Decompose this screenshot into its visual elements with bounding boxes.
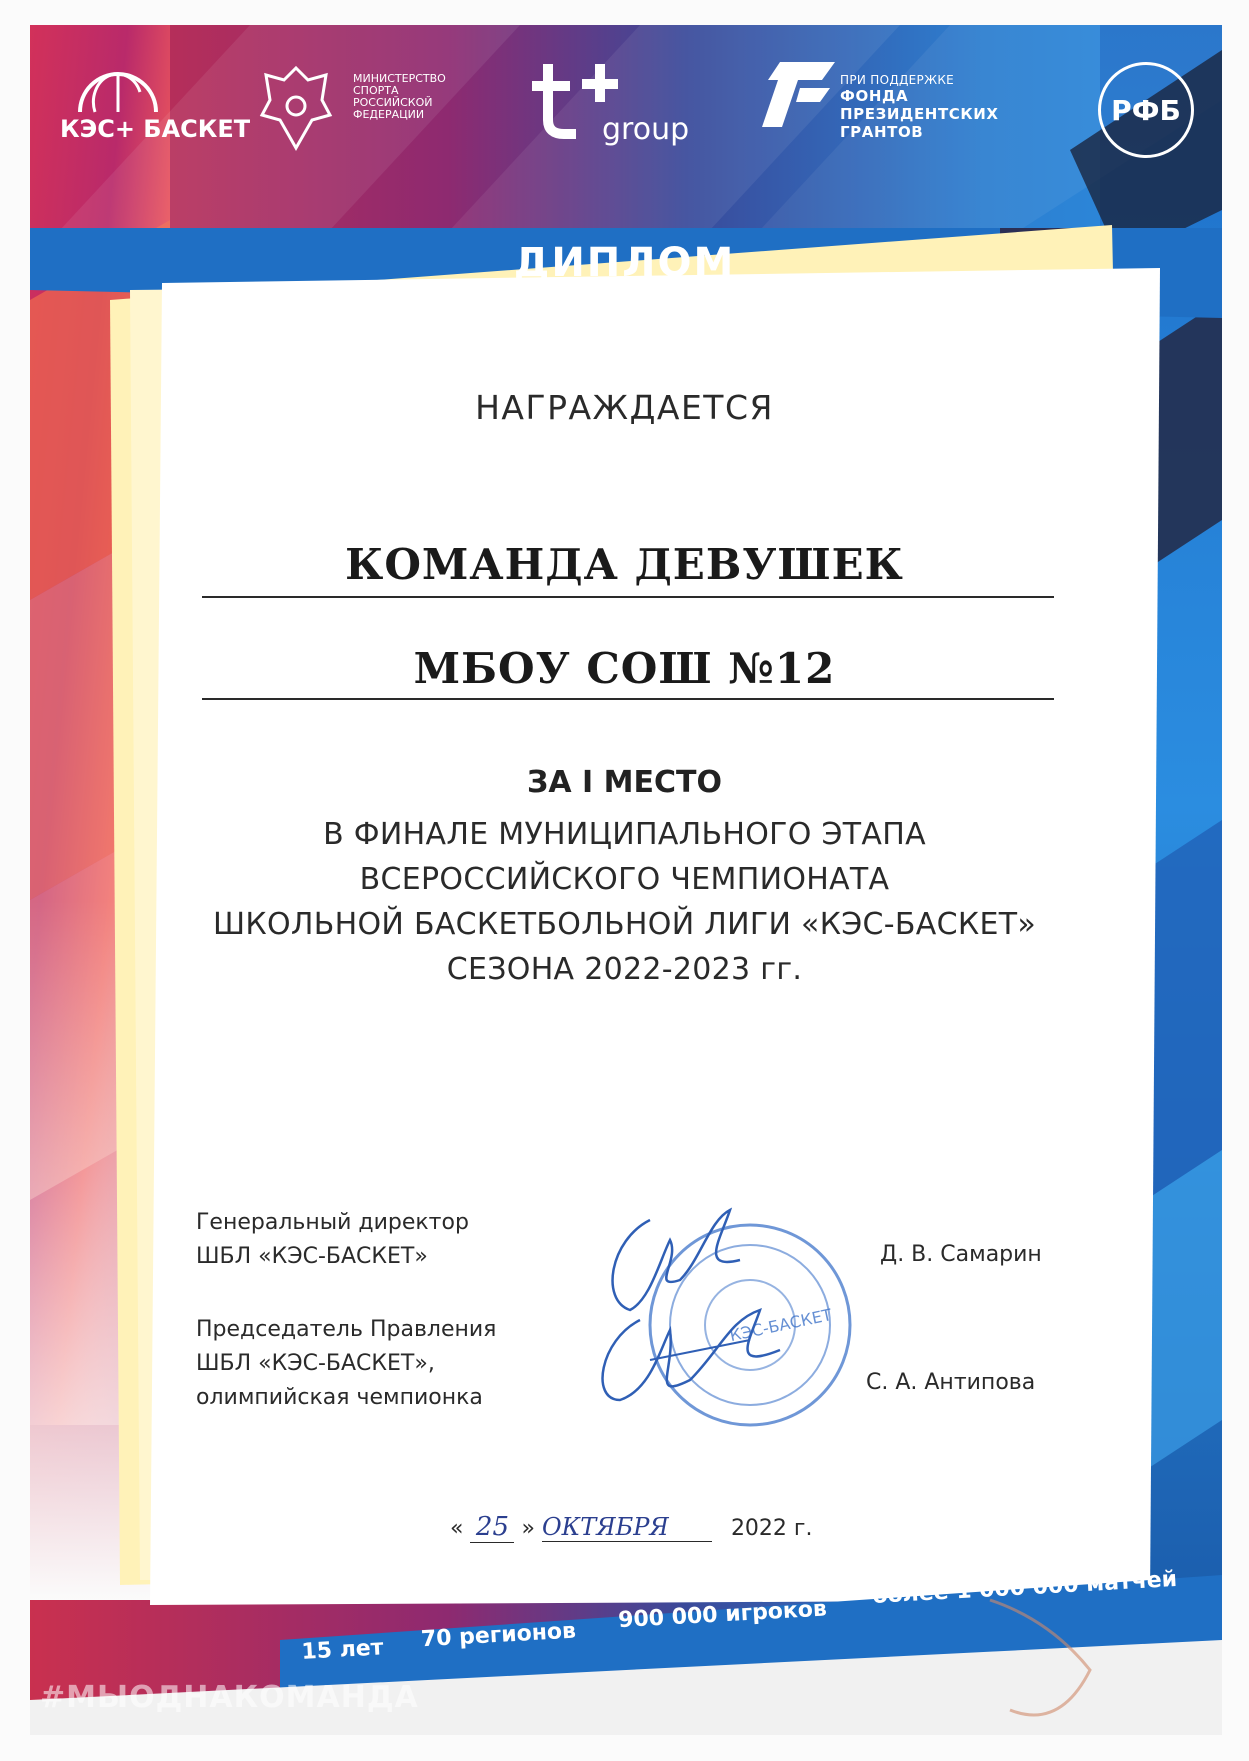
date-month: ОКТЯБРЯ (542, 1513, 712, 1542)
kes-basket-logo-text: КЭС+ БАСКЕТ (60, 115, 251, 143)
director-name: Д. В. Самарин (880, 1242, 1042, 1267)
chair-role-line-3: олимпийская чемпионка (196, 1385, 483, 1410)
russian-emblem-icon (256, 60, 336, 155)
place-label: ЗА I МЕСТО (527, 765, 722, 800)
stat-years: 15 лет (300, 1635, 385, 1665)
director-role-line-1: Генеральный директор (196, 1210, 469, 1235)
rfb-logo: РФБ (1098, 62, 1194, 158)
description-line-2: ВСЕРОССИЙСКОГО ЧЕМПИОНАТА (359, 862, 890, 897)
stat-players: 900 000 игроков (617, 1596, 828, 1634)
recipient-underline-2 (202, 698, 1054, 700)
chair-role (196, 1313, 496, 1415)
recipient-underline-1 (202, 596, 1054, 598)
ministry-of-sport-text: МИНИСТЕРСТВО СПОРТА РОССИЙСКОЙ ФЕДЕРАЦИИ (353, 72, 446, 121)
stat-matches: более 1 000 000 матчей (871, 1566, 1178, 1609)
date-open-quote: « (450, 1516, 464, 1541)
director-role-line-2: ШБЛ «КЭС-БАСКЕТ» (196, 1244, 428, 1269)
grants-line-3: ПРЕЗИДЕНТСКИХ (840, 105, 999, 123)
description-line-1: В ФИНАЛЕ МУНИЦИПАЛЬНОГО ЭТАПА (323, 817, 926, 852)
chair-role-line-1: Председатель Правления (196, 1317, 497, 1342)
grants-line-2: ФОНДА (840, 87, 909, 105)
tplus-group-text: group (602, 112, 690, 147)
date-close-quote: » (521, 1516, 535, 1541)
awarded-label: НАГРАЖДАЕТСЯ (475, 388, 774, 427)
recipient-line-1: КОМАНДА ДЕВУШЕК (345, 540, 904, 589)
issue-date (450, 1512, 812, 1543)
chair-signature (580, 1290, 810, 1420)
grants-line-4: ГРАНТОВ (840, 123, 924, 141)
date-day: 25 (470, 1512, 514, 1543)
diploma-title: ДИПЛОМ (513, 240, 736, 286)
chair-role-line-2: ШБЛ «КЭС-БАСКЕТ», (196, 1351, 435, 1376)
presidential-grants-icon (760, 62, 835, 127)
stamp-text: КЭС-БАСКЕТ (727, 1305, 834, 1346)
grants-line-1: ПРИ ПОДДЕРЖКЕ (840, 73, 955, 87)
description-line-4: СЕЗОНА 2022-2023 гг. (446, 952, 803, 987)
award-description (0, 812, 1249, 992)
footer-hashtag: #МЫОДНАКОМАНДА (40, 1680, 419, 1715)
recipient-line-2: МБОУ СОШ №12 (413, 644, 836, 693)
director-role (196, 1206, 469, 1274)
description-line-3: ШКОЛЬНОЙ БАСКЕТБОЛЬНОЙ ЛИГИ «КЭС-БАСКЕТ» (212, 907, 1037, 942)
date-year: 2022 г. (730, 1516, 813, 1541)
chair-name: С. А. Антипова (866, 1370, 1036, 1395)
presidential-grants-text (840, 73, 1040, 141)
stat-regions: 70 регионов (420, 1618, 577, 1653)
